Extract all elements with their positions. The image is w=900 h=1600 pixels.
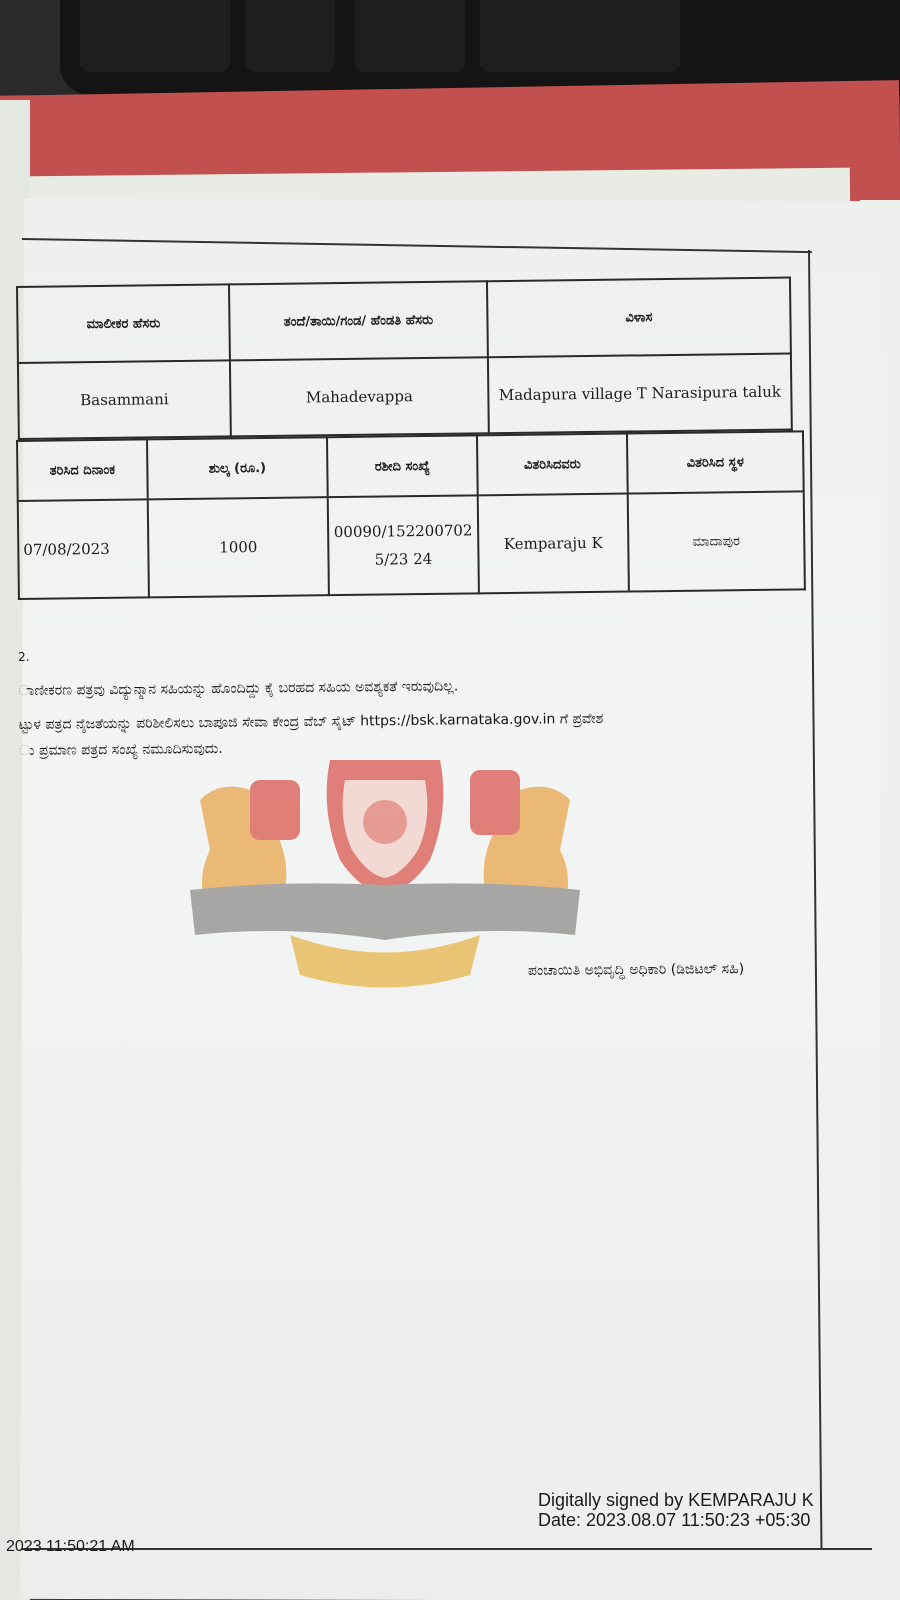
digital-signature-date: Date: 2023.08.07 11:50:23 +05:30 — [538, 1510, 811, 1530]
header-issued-place: ವಿತರಿಸಿದ ಸ್ಥಳ — [627, 431, 804, 493]
owner-details-table — [16, 277, 793, 440]
keyboard-key — [480, 0, 680, 72]
header-issue-date: ತರಿಸಿದ ದಿನಾಂಕ — [17, 439, 148, 501]
note-verification-website: ಟ್ಟುಳ ಪತ್ರದ ನೈಜತೆಯನ್ನು ಪರಿಶೀಲಿಸಲು ಬಾಪೂಜಿ ಸೇವಾ ಕೇಂದ್ರ ವೆಬ್ ಸೈಟ್ https://bsk.karnataka.gov.in ಗೆ ಪ್ರವೇಶ — [18, 710, 604, 733]
issue-details-table — [16, 430, 806, 600]
officer-designation: ಪಂಚಾಯಿತಿ ಅಭಿವೃದ್ಧಿ ಅಧಿಕಾರಿ (ಡಿಜಿಟಲ್ ಸಹಿ) — [527, 961, 745, 979]
notes-section — [18, 642, 819, 762]
page-border-bottom — [22, 1548, 872, 1550]
cell-receipt-number — [328, 495, 479, 595]
receipt-number-line-2: 5/23 24 — [374, 549, 433, 569]
header-address: ವಿಳಾಸ — [487, 278, 791, 358]
digital-signature-signer: Digitally signed by KEMPARAJU K — [538, 1490, 814, 1510]
digital-signature-block — [538, 1490, 858, 1530]
keyboard-background — [60, 0, 900, 95]
cell-relation-name: Mahadevappa — [230, 357, 489, 436]
note-digital-signature: ಾಣೀಕರಣ ಪತ್ರವು ವಿದ್ಯುನ್ಮಾನ ಸಹಿಯನ್ನು ಹೊಂದಿದ್ದು ಕೈ ಬರಹದ ಸಹಿಯ ಅವಶ್ಯಕತೆ ಇರುವುದಿಲ್ಲ. — [18, 678, 459, 699]
header-fee: ಶುಲ್ಕ (ರೂ.) — [147, 437, 328, 499]
keyboard-key — [245, 0, 335, 72]
cell-owner-name: Basammani — [18, 360, 231, 439]
printed-timestamp: 2023 11:50:21 AM — [6, 1538, 135, 1555]
cell-issue-date: 07/08/2023 — [18, 499, 149, 599]
keyboard-key — [80, 0, 230, 72]
note-certificate-number: ು ಪ್ರಮಾಣ ಪತ್ರದ ಸಂಖ್ಯೆ ನಮೂದಿಸುವುದು. — [18, 740, 223, 759]
notes-marker: 2. — [18, 649, 30, 664]
header-issued-by: ವಿತರಿಸಿದವರು — [477, 434, 628, 496]
header-owner-name: ಮಾಲೀಕರ ಹೆಸರು — [17, 284, 230, 363]
receipt-number-line-1: 00090/152200702 — [333, 521, 473, 542]
karnataka-emblem-watermark — [180, 740, 590, 1000]
header-relation-name: ತಂದೆ/ತಾಯಿ/ಗಂಡ/ ಹೆಂಡತಿ ಹೆಸರು — [229, 281, 488, 360]
cell-address: Madapura village T Narasipura taluk — [488, 354, 792, 434]
cell-issued-by: Kemparaju K — [478, 494, 629, 594]
header-receipt-number: ರಶೀದಿ ಸಂಖ್ಯೆ — [327, 435, 478, 497]
keyboard-key — [355, 0, 465, 72]
cell-issued-place: ಮಾದಾಪುರ — [628, 491, 805, 591]
cell-fee: 1000 — [148, 497, 329, 597]
